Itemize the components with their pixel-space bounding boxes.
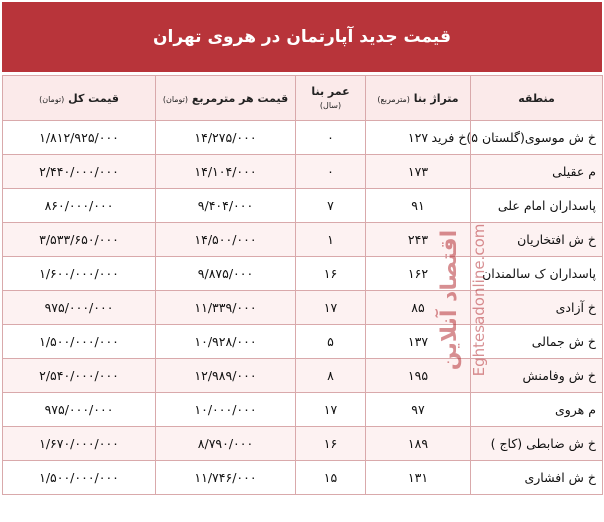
cell-price-per-meter: ۱۲/۹۸۹/۰۰۰: [156, 359, 296, 393]
cell-age: ۱۶: [296, 427, 366, 461]
cell-total-price: ۱/۸۱۲/۹۲۵/۰۰۰: [3, 121, 156, 155]
cell-area: ۱۲۷: [366, 121, 471, 155]
cell-region: خ ش وفامنش: [471, 359, 603, 393]
cell-age: ۱: [296, 223, 366, 257]
cell-age: ۱۶: [296, 257, 366, 291]
cell-total-price: ۱/۵۰۰/۰۰۰/۰۰۰: [3, 325, 156, 359]
cell-area: ۹۷: [366, 393, 471, 427]
cell-total-price: ۹۷۵/۰۰۰/۰۰۰: [3, 291, 156, 325]
table-row: [3, 155, 603, 189]
cell-price-per-meter: ۱۴/۱۰۴/۰۰۰: [156, 155, 296, 189]
header-region: [471, 76, 603, 121]
cell-age: ۸: [296, 359, 366, 393]
cell-price-per-meter: ۸/۷۹۰/۰۰۰: [156, 427, 296, 461]
header-age-unit: (سال): [319, 101, 342, 110]
cell-area: ۱۳۱: [366, 461, 471, 495]
table-row: [3, 291, 603, 325]
cell-price-per-meter: ۱۱/۷۴۶/۰۰۰: [156, 461, 296, 495]
header-age: [296, 76, 366, 121]
cell-price-per-meter: ۱۴/۲۷۵/۰۰۰: [156, 121, 296, 155]
cell-total-price: ۹۷۵/۰۰۰/۰۰۰: [3, 393, 156, 427]
cell-total-price: ۲/۵۴۰/۰۰۰/۰۰۰: [3, 359, 156, 393]
header-total-label: قیمت کل: [68, 91, 119, 105]
cell-region: خ آزادی: [471, 291, 603, 325]
cell-price-per-meter: ۹/۴۰۴/۰۰۰: [156, 189, 296, 223]
cell-price-per-meter: ۹/۸۷۵/۰۰۰: [156, 257, 296, 291]
table-body: [3, 121, 603, 495]
cell-age: ۷: [296, 189, 366, 223]
cell-region: م هروی: [471, 393, 603, 427]
cell-region: پاسداران امام علی: [471, 189, 603, 223]
cell-total-price: ۱/۵۰۰/۰۰۰/۰۰۰: [3, 461, 156, 495]
table-row: [3, 325, 603, 359]
cell-age: ۰: [296, 121, 366, 155]
cell-region: خ ش موسوی(گلستان ۵)خ فرید: [471, 121, 603, 155]
cell-price-per-meter: ۱۱/۳۳۹/۰۰۰: [156, 291, 296, 325]
table-row: [3, 359, 603, 393]
cell-price-per-meter: ۱۰/۹۲۸/۰۰۰: [156, 325, 296, 359]
table-row: [3, 393, 603, 427]
header-region-label: منطقه: [518, 91, 555, 105]
cell-region: خ ش افشاری: [471, 461, 603, 495]
table-row: [3, 461, 603, 495]
cell-region: خ ش جمالی: [471, 325, 603, 359]
header-price-per-meter: [156, 76, 296, 121]
table-row: [3, 427, 603, 461]
table-row: [3, 223, 603, 257]
header-pps-label: قیمت هر مترمربع: [191, 91, 289, 105]
table-row: [3, 121, 603, 155]
cell-age: ۱۵: [296, 461, 366, 495]
cell-area: ۲۴۳: [366, 223, 471, 257]
title-bar: [2, 2, 602, 72]
cell-age: ۱۷: [296, 291, 366, 325]
header-age-label: عمر بنا: [311, 85, 350, 98]
cell-region: خ ش ضابطی (کاج ): [471, 427, 603, 461]
header-area: [366, 76, 471, 121]
cell-area: ۹۱: [366, 189, 471, 223]
cell-total-price: ۱/۶۰۰/۰۰۰/۰۰۰: [3, 257, 156, 291]
cell-area: ۸۵: [366, 291, 471, 325]
page-title: قیمت جدید آپارتمان در هروی تهران: [153, 27, 451, 47]
cell-price-per-meter: ۱۴/۵۰۰/۰۰۰: [156, 223, 296, 257]
cell-total-price: ۳/۵۳۳/۶۵۰/۰۰۰: [3, 223, 156, 257]
cell-area: ۱۳۷: [366, 325, 471, 359]
header-pps-unit: (تومان): [162, 94, 189, 104]
cell-total-price: ۱/۶۷۰/۰۰۰/۰۰۰: [3, 427, 156, 461]
price-table: [2, 75, 603, 495]
table-row: [3, 189, 603, 223]
cell-age: ۵: [296, 325, 366, 359]
cell-price-per-meter: ۱۰/۰۰۰/۰۰۰: [156, 393, 296, 427]
cell-region: خ ش افتخاریان: [471, 223, 603, 257]
header-area-unit: (مترمربع): [377, 94, 410, 104]
cell-total-price: ۸۶۰/۰۰۰/۰۰۰: [3, 189, 156, 223]
cell-age: ۱۷: [296, 393, 366, 427]
cell-region: پاسداران ک سالمندان: [471, 257, 603, 291]
cell-area: ۱۸۹: [366, 427, 471, 461]
cell-age: ۰: [296, 155, 366, 189]
cell-area: ۱۹۵: [366, 359, 471, 393]
cell-area: ۱۷۳: [366, 155, 471, 189]
watermark-text-url: Eghtesadonline.com: [470, 223, 488, 377]
table-header-row: [3, 76, 603, 121]
header-total-unit: (تومان): [39, 94, 65, 104]
header-area-label: متراژ بنا: [413, 91, 459, 105]
cell-area: ۱۶۲: [366, 257, 471, 291]
watermark-text-persian: اقتصاد آنلاین: [437, 229, 462, 371]
table-row: [3, 257, 603, 291]
cell-region: م عقیلی: [471, 155, 603, 189]
cell-total-price: ۲/۴۴۰/۰۰۰/۰۰۰: [3, 155, 156, 189]
header-total-price: [3, 76, 156, 121]
